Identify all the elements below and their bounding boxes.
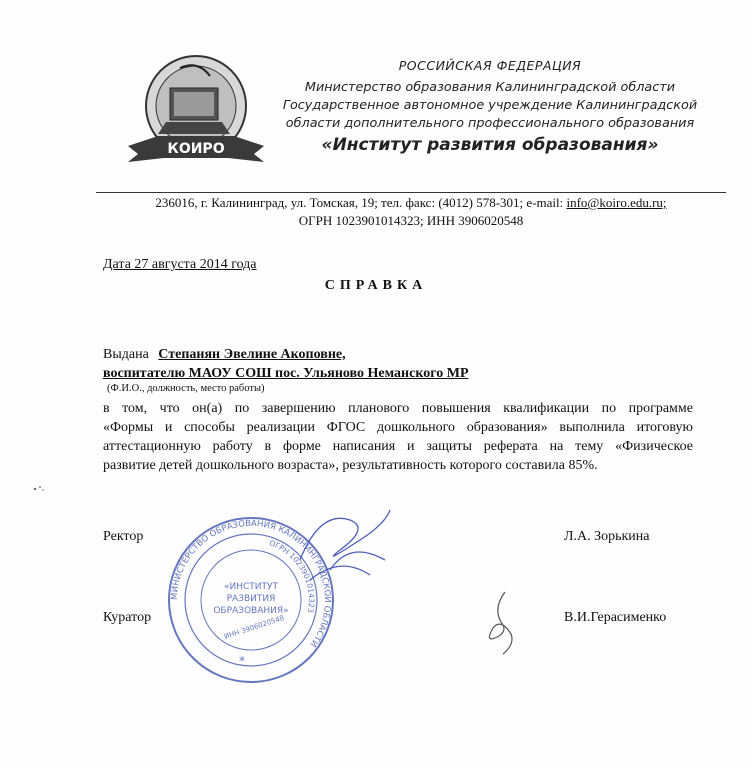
curator-label: Куратор [103, 610, 152, 625]
header-institute-name: «Институт развития образования» [321, 135, 659, 155]
email-link[interactable]: info@koiro.edu.ru; [566, 195, 667, 210]
recipient-name: Степанян Эвелине Акоповне, [158, 347, 346, 362]
logo-text: КОИРО [167, 141, 225, 157]
header-institution-line1: Государственное автономное учреждение Калининградской [282, 98, 698, 113]
curator-signature [475, 588, 525, 658]
curator-name: В.И.Герасименко [564, 610, 667, 625]
stamp-outer-text: МИНИСТЕРСТВО ОБРАЗОВАНИЯ КАЛИНИНГРАДСКОЙ ОБЛАСТИ [169, 518, 333, 649]
issued-label: Выдана [103, 347, 149, 362]
body-line: «Формы и способы реализации ФГОС дошкольного образования» выполнила итоговую [103, 420, 693, 435]
registration-line: ОГРН 1023901014323; ИНН 3906020548 [298, 213, 524, 228]
stamp-star-icon: * [239, 654, 245, 668]
address-text: 236016, г. Калининград, ул. Томская, 19; тел. факс: (4012) 578-301; e-mail: [155, 195, 564, 210]
body-line: аттестационную работу в форме написания и защиты реферата на тему «Физическое [103, 439, 693, 454]
stamp-middle-text: ОГРН 1023901014323 [268, 538, 317, 614]
stamp-inn-text: ИНН 3906020548 [223, 613, 286, 641]
rector-signature [290, 500, 400, 590]
koiro-logo [118, 50, 274, 178]
document-body [103, 399, 693, 475]
header-ministry: Министерство образования Калининградской области [304, 80, 676, 95]
document-date: Дата 27 августа 2014 года [103, 257, 257, 272]
header-institution-line2: области дополнительного профессионального образования [285, 116, 695, 131]
address-line [96, 195, 726, 211]
stamp-center-line3: ОБРАЗОВАНИЯ» [213, 606, 289, 616]
body-line: в том, что он(а) по завершению планового повышения квалификации по программе [103, 401, 693, 416]
header-country: РОССИЙСКАЯ ФЕДЕРАЦИЯ [398, 58, 582, 73]
recipient-position: воспитателю МАОУ СОШ пос. Ульяново Неманского МР [103, 366, 469, 381]
rector-label: Ректор [103, 529, 144, 544]
header-divider [96, 192, 726, 193]
scan-mark [32, 484, 46, 492]
stamp-center-line2: РАЗВИТИЯ [226, 594, 276, 604]
body-line: развитие детей дошкольного возраста», результативность которого составила 85%. [103, 458, 598, 473]
issued-line [103, 347, 346, 363]
rector-name: Л.А. Зорькина [564, 529, 650, 544]
field-hint: (Ф.И.О., должность, место работы) [107, 383, 265, 394]
stamp-center-line1: «ИНСТИТУТ [224, 582, 278, 592]
document-title: СПРАВКА [324, 278, 428, 293]
